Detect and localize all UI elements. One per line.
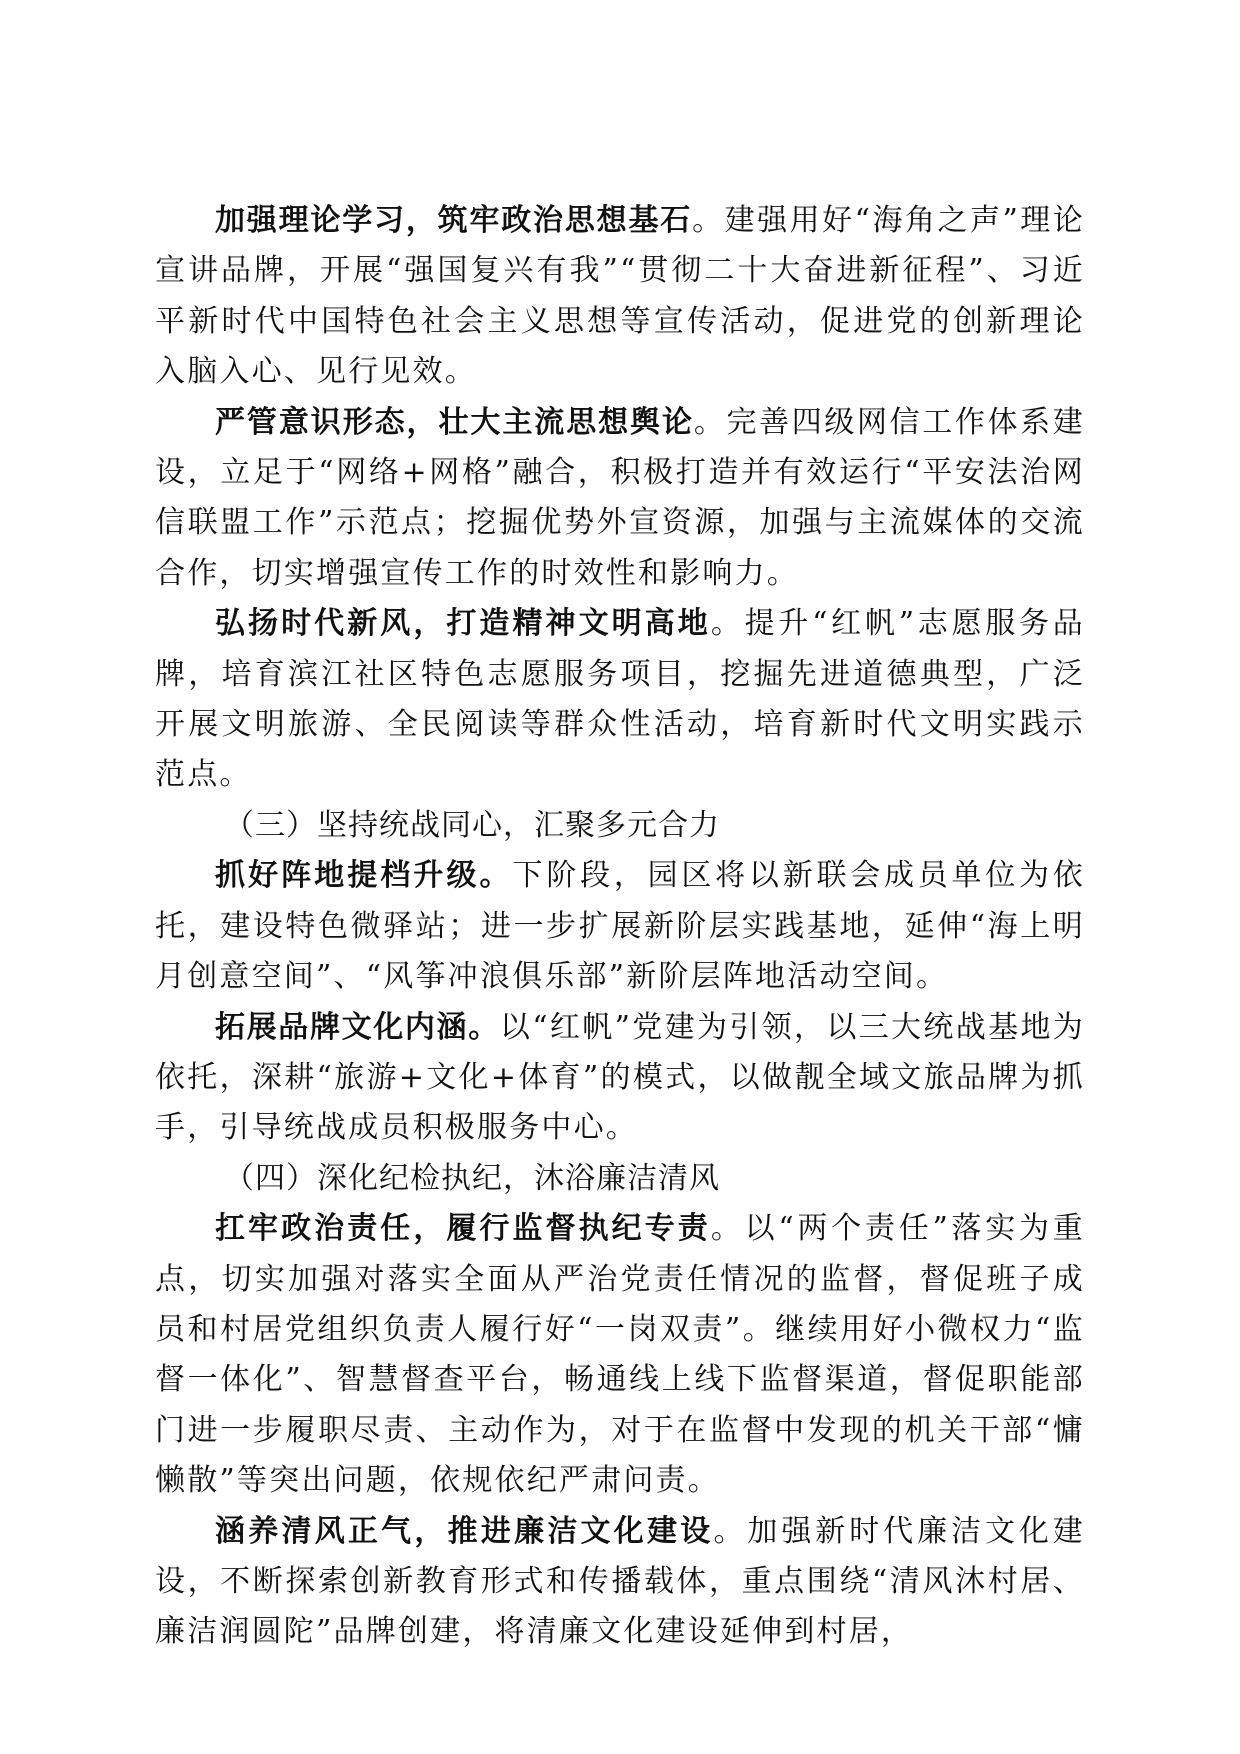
paragraph-lead: 抓好阵地提档升级。 [215,858,513,894]
paragraph-lead: 严管意识形态，壮大主流思想舆论 [215,404,694,440]
paragraph-lead: 扛牢政治责任，履行监督执纪专责 [215,1211,711,1247]
paragraph-civilization [155,599,1085,801]
paragraph-lead: 加强理论学习，筑牢政治思想基石 [215,203,693,238]
paragraph-ideology [155,398,1085,600]
paragraph-political-responsibility [155,1204,1085,1506]
paragraph-clean-culture [155,1507,1085,1658]
document-body [155,196,1085,1658]
paragraph-text: 下阶段，园区将以新联会成员单位为依托，建设特色微驿站；进一步扩展新阶层实践基地，延伸“海上明月创意空间”、“风筝冲浪俱乐部”新阶层阵地活动空间。 [155,858,1085,995]
paragraph-text: 。完善四级网信工作体系建设，立足于“网络+网格”融合，积极打造并有效运行“平安法治网信联盟工作”示范点；挖掘优势外宣资源，加强与主流媒体的交流合作，切实增强宣传工作的时效性和影响力。 [155,404,1085,591]
section-heading-discipline: （四）深化纪检执纪，沐浴廉洁清风 [224,1160,720,1196]
paragraph-brand-culture [155,1003,1085,1154]
section-heading-united-front: （三）坚持统战同心，汇聚多元合力 [224,807,720,843]
paragraph-position-upgrade [155,851,1085,1002]
paragraph-text: 。以“两个责任”落实为重点，切实加强对落实全面从严治党责任情况的监督，督促班子成员和村居党组织负责人履行好“一岗双责”。继续用好小微权力“监督一体化”、智慧督查平台，畅通线上线下监督渠道，督促职能部门进一步履职尽责、主动作为，对于在监督中发现的机关干部“慵懒散”等突出问题，依规依纪严肃问责。 [155,1211,1086,1499]
paragraph-lead: 弘扬时代新风，打造精神文明高地 [215,606,711,642]
paragraph-theory-study [155,196,1085,398]
paragraph-text: 。提升“红帆”志愿服务品牌，培育滨江社区特色志愿服务项目，挖掘先进道德典型，广泛开展文明旅游、全民阅读等群众性活动，培育新时代文明实践示范点。 [155,606,1086,793]
paragraph-lead: 涵养清风正气，推进廉洁文化建设 [215,1513,714,1549]
paragraph-text: 。加强新时代廉洁文化建设，不断探索创新教育形式和传播载体，重点围绕“清风沐村居、廉洁润圆陀”品牌创建，将清廉文化建设延伸到村居， [155,1513,1086,1650]
paragraph-text: 以“红帆”党建为引领，以三大统战基地为依托，深耕“旅游+文化+体育”的模式，以做靓全域文旅品牌为抓手，引导统战成员积极服务中心。 [155,1009,1085,1146]
paragraph-text: 。建强用好“海角之声”理论宣讲品牌，开展“强国复兴有我”“贯彻二十大奋进新征程”、习近平新时代中国特色社会主义思想等宣传活动，促进党的创新理论入脑入心、见行见效。 [155,203,1086,390]
paragraph-lead: 拓展品牌文化内涵。 [215,1009,500,1045]
